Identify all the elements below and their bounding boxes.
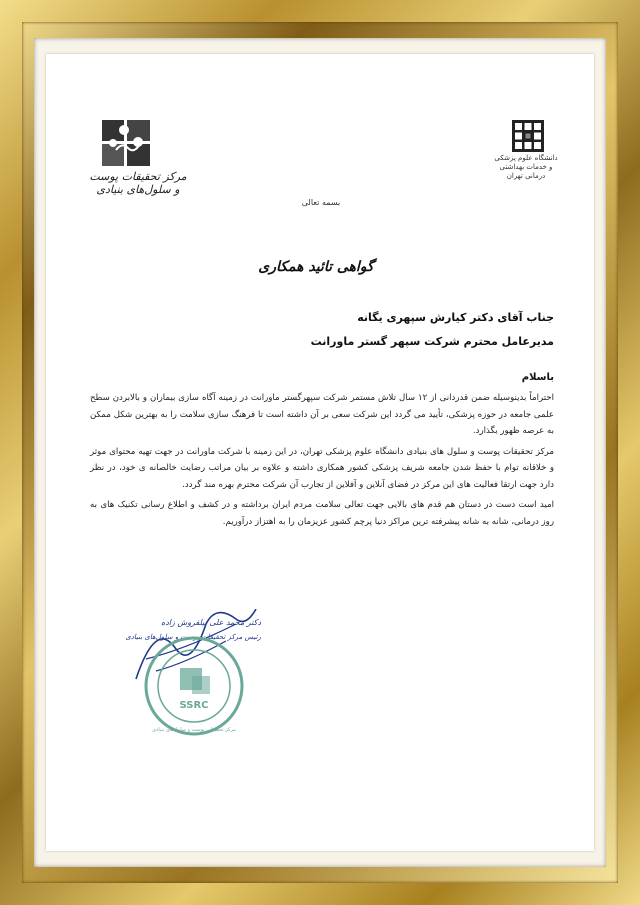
recipient-block bbox=[194, 306, 554, 354]
signatory-position: رئیس مرکز تحقیقات پوست و سلول‌های بنیادی bbox=[125, 633, 261, 641]
letter-body bbox=[90, 390, 554, 534]
recipient-position: مدیرعامل محترم شرکت سپهر گستر ماورانت bbox=[310, 335, 554, 348]
certificate-paper bbox=[46, 54, 594, 851]
recipient-name: جناب آقای دکتر کیارش سپهری یگانه bbox=[357, 311, 554, 324]
greeting-text: باسلام bbox=[521, 372, 554, 383]
signatory-name: دکتر محمد علی نیلفروش زاده bbox=[161, 618, 261, 627]
research-center-logo bbox=[102, 120, 150, 166]
stamp-text: SSRC bbox=[179, 700, 209, 711]
research-center-name: مرکز تحقیقات پوست و سلول‌های بنیادی bbox=[89, 170, 187, 196]
body-paragraph-2: مرکز تحقیقات پوست و سلول های بنیادی دانشگاه علوم پزشکی تهران، در این زمینه با شرکت ماورانت در جهت تهیه محتوای موثر و خلاقانه توام با حفظ شدن جامعه شریف پزشکی کشور همکاری داشته و علاوه بر بیان مراتب رضایت خالصانه ی خود، در نظر دارد جهت ارتقا فعالیت های این مرکز در فضای آنلاین و آفلاین از تجارب آن شرکت محترم بهره مند گردد. bbox=[90, 446, 554, 490]
official-stamp bbox=[142, 634, 246, 738]
certificate-title: گواهی تائید همکاری bbox=[258, 259, 374, 275]
stamp-ring-text: مرکز تحقیقات پوست و سلول‌های بنیادی bbox=[152, 727, 236, 733]
university-logo bbox=[512, 120, 544, 152]
university-name: دانشگاه علوم پزشکی و خدمات بهداشتی درمانی تهران bbox=[494, 154, 558, 180]
body-paragraph-1: احتراماً بدینوسیله ضمن قدردانی از ۱۲ سال تلاش مستمر شرکت سپهرگستر ماورانت در زمینه آگاه سازی بیماران و بالابردن سطح علمی جامعه در حوزه پزشکی، تأیید می گردد این شرکت سعی بر آن داشته است تا فرهنگ سازی سلامت را به بهترین شکل ممکن به عرصه ظهور بگذارد. bbox=[90, 393, 554, 436]
body-paragraph-3: امید است دست در دستان هم قدم های بالایی جهت تعالی سلامت مردم ایران برداشته و در کشف و اطلاع رسانی تکنیک های به روز درمانی، شانه به شانه پیشرفته ترین مراکز دنیا پرچم کشور عزیزمان را به اهتزاز درآوریم. bbox=[90, 500, 554, 527]
bismillah-text: بسمه تعالی bbox=[301, 198, 341, 207]
